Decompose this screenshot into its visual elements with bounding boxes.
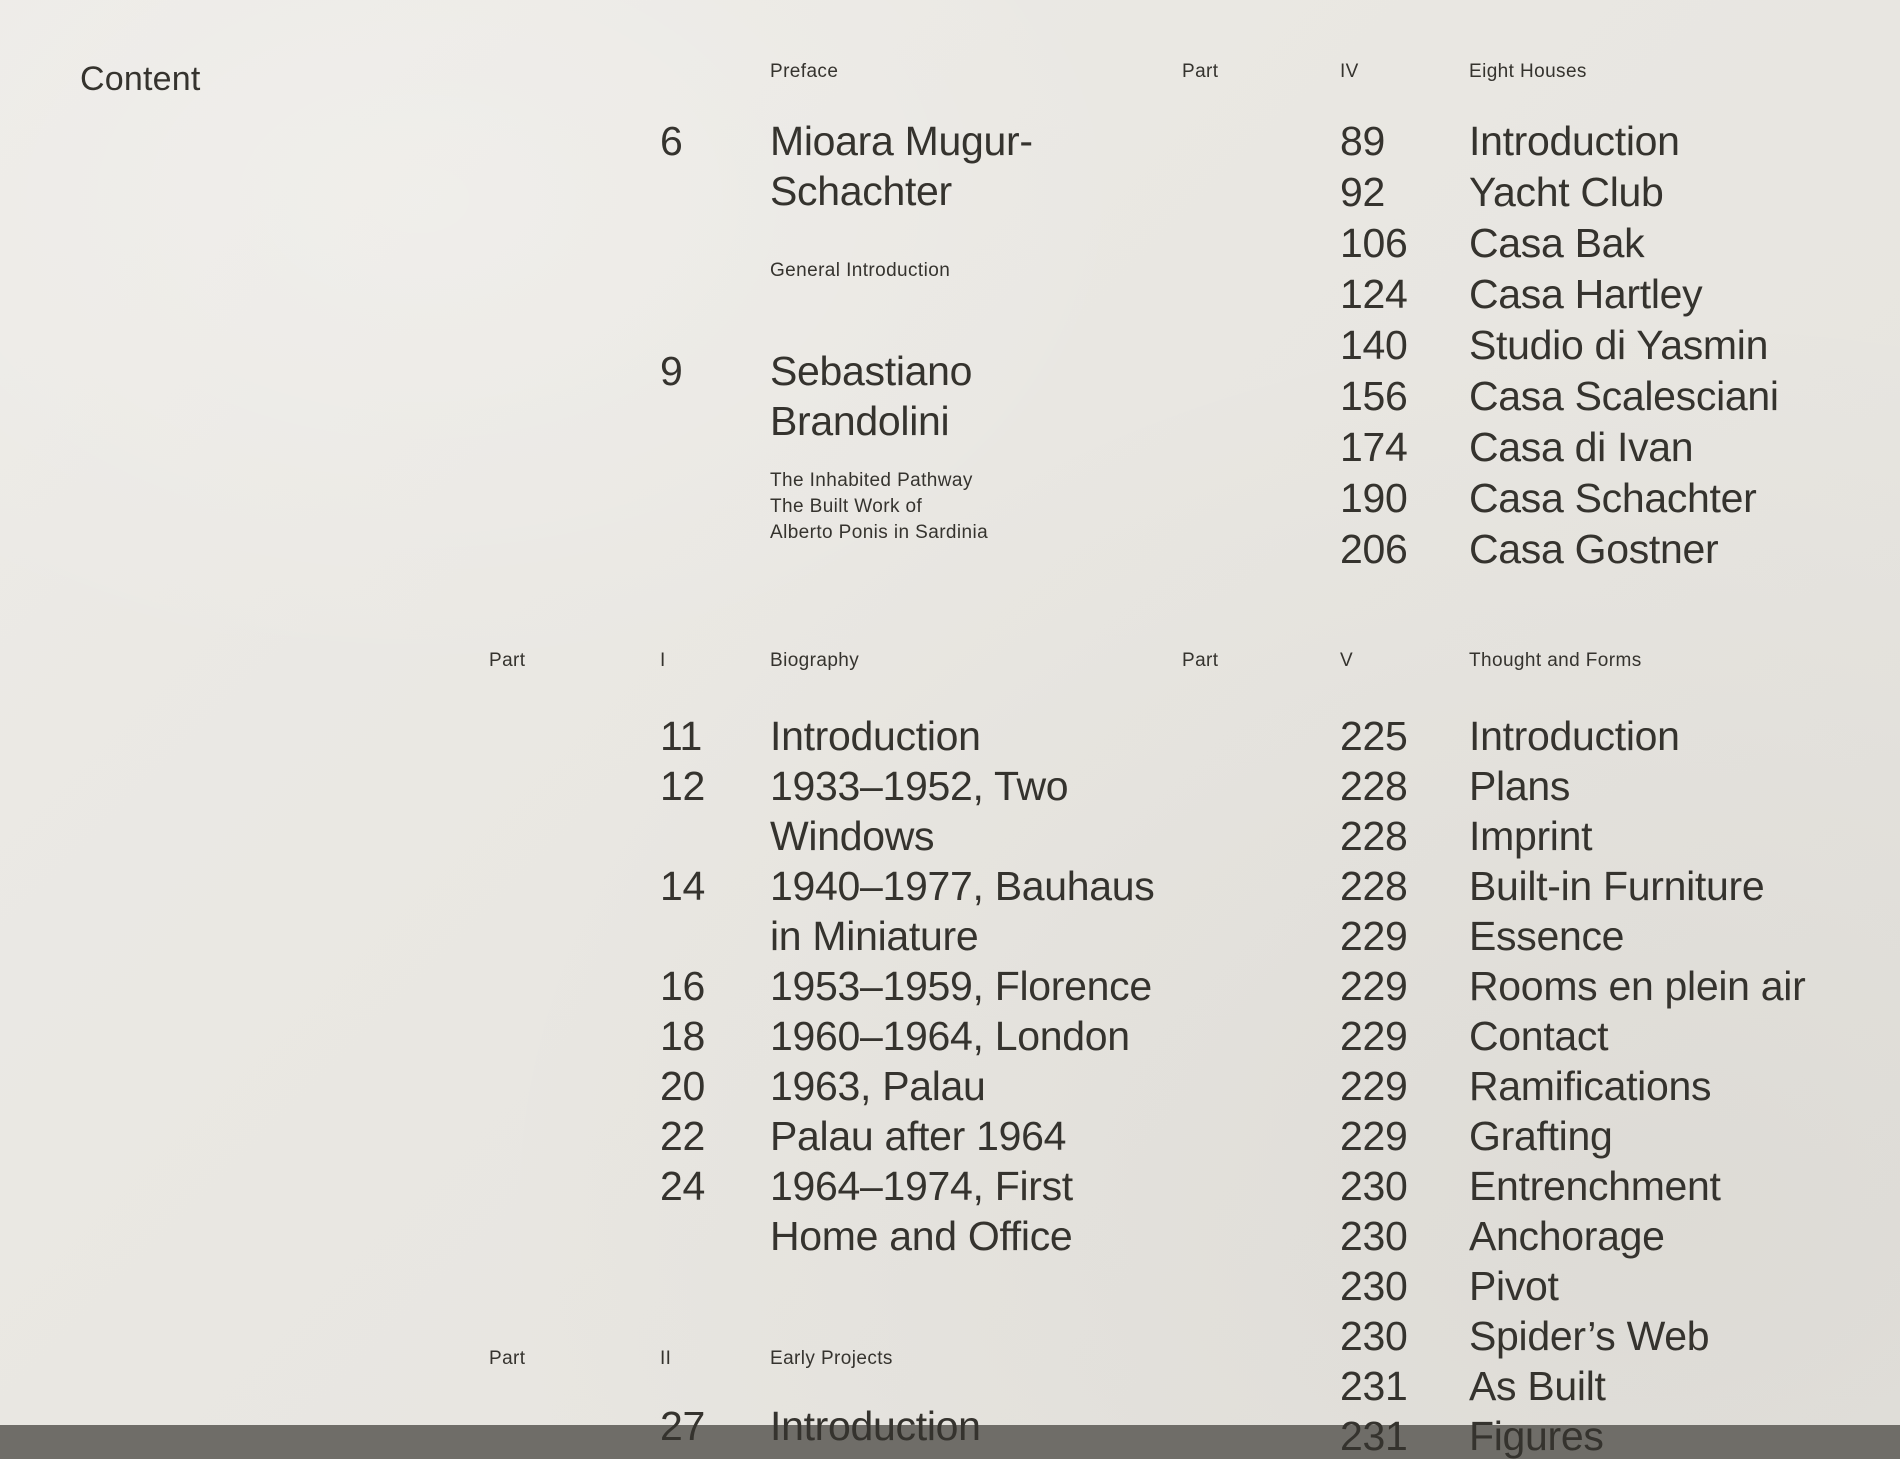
toc-entry-note: The Inhabited Pathway	[770, 470, 973, 491]
toc-page-number: 16	[660, 963, 706, 1009]
toc-page-number: 225	[1340, 713, 1408, 759]
toc-entry-line: Grafting	[1469, 1113, 1613, 1159]
toc-entry-line: Entrenchment	[1469, 1163, 1721, 1209]
toc-entry-line: 1953–1959, Florence	[770, 963, 1152, 1009]
toc-page-number: 229	[1340, 963, 1408, 1009]
toc-section-title: Biography	[770, 650, 860, 671]
toc-entry-line: Palau after 1964	[770, 1113, 1067, 1159]
toc-entry-line: Yacht Club	[1469, 169, 1664, 215]
toc-entry-line: Imprint	[1469, 813, 1593, 859]
toc-entry-line: 1933–1952, Two	[770, 763, 1069, 809]
toc-section-title: Eight Houses	[1469, 61, 1587, 82]
toc-page-number: 230	[1340, 1263, 1408, 1309]
toc-entry-line: Introduction	[770, 713, 981, 759]
toc-page-number: 190	[1340, 475, 1408, 521]
toc-page-number: 228	[1340, 863, 1408, 909]
toc-entry-line: Windows	[770, 813, 935, 859]
toc-entry-line: Casa di Ivan	[1469, 424, 1694, 470]
toc-entry-line: Pivot	[1469, 1263, 1559, 1309]
toc-part-numeral: V	[1340, 650, 1354, 671]
toc-sublabel: General Introduction	[770, 260, 951, 281]
toc-entry-line: 1964–1974, First	[770, 1163, 1073, 1209]
toc-page-number: 206	[1340, 526, 1408, 572]
toc-page-number: 229	[1340, 1013, 1408, 1059]
toc-page-number: 106	[1340, 220, 1408, 266]
toc-entry-note: Alberto Ponis in Sardinia	[770, 522, 989, 543]
toc-section-title: Early Projects	[770, 1348, 893, 1369]
toc-page-number: 230	[1340, 1163, 1408, 1209]
toc-page-number: 229	[1340, 913, 1408, 959]
toc-entry-line: Casa Schachter	[1469, 475, 1757, 521]
toc-page-number: 12	[660, 763, 706, 809]
toc-entry-line: Home and Office	[770, 1213, 1073, 1259]
toc-part-label: Part	[489, 650, 526, 671]
toc-entry-line: Introduction	[1469, 713, 1680, 759]
toc-entry-line: Studio di Yasmin	[1469, 322, 1769, 368]
toc-part-numeral: IV	[1340, 61, 1359, 82]
toc-entry-line: in Miniature	[770, 913, 979, 959]
toc-page-number: 231	[1340, 1413, 1408, 1459]
toc-page-number: 14	[660, 863, 706, 909]
toc-entry-line: Introduction	[770, 1403, 981, 1449]
toc-entry-line: Mioara Mugur-	[770, 118, 1033, 164]
toc-entry-line: Sebastiano	[770, 348, 973, 394]
toc-page-number: 92	[1340, 169, 1386, 215]
toc-entry-line: Rooms en plein air	[1469, 963, 1806, 1009]
toc-page-number: 22	[660, 1113, 706, 1159]
page-title: Content	[80, 60, 201, 98]
toc-page-number: 228	[1340, 813, 1408, 859]
toc-entry-line: Schachter	[770, 168, 952, 214]
toc-part-label: Part	[1182, 61, 1219, 82]
toc-page-number: 229	[1340, 1063, 1408, 1109]
toc-page-number: 230	[1340, 1313, 1408, 1359]
toc-page-number: 229	[1340, 1113, 1408, 1159]
toc-entry-line: Built-in Furniture	[1469, 863, 1765, 909]
toc-entry-note: The Built Work of	[770, 496, 923, 517]
toc-section-title: Thought and Forms	[1469, 650, 1642, 671]
toc-entry-line: Spider’s Web	[1469, 1313, 1710, 1359]
toc-entry-line: 1960–1964, London	[770, 1013, 1130, 1059]
toc-part-numeral: II	[660, 1348, 672, 1369]
toc-page-number: 18	[660, 1013, 706, 1059]
toc-page-number: 24	[660, 1163, 706, 1209]
toc-entry-line: Introduction	[1469, 118, 1680, 164]
toc-entry-line: Essence	[1469, 913, 1625, 959]
toc-page-number: 230	[1340, 1213, 1408, 1259]
toc-page-number: 89	[1340, 118, 1386, 164]
toc-page-number: 27	[660, 1403, 706, 1449]
toc-page-number: 156	[1340, 373, 1408, 419]
toc-entry-line: Anchorage	[1469, 1213, 1665, 1259]
toc-section-title: Preface	[770, 61, 839, 82]
toc-entry-line: Contact	[1469, 1013, 1609, 1059]
toc-entry-line: 1940–1977, Bauhaus	[770, 863, 1155, 909]
toc-page-number: 231	[1340, 1363, 1408, 1409]
toc-entry-line: Brandolini	[770, 398, 950, 444]
toc-entry-line: Casa Hartley	[1469, 271, 1703, 317]
toc-entry-line: Plans	[1469, 763, 1571, 809]
toc-entry-line: Casa Scalesciani	[1469, 373, 1779, 419]
toc-part-numeral: I	[660, 650, 666, 671]
toc-page-number: 9	[660, 348, 683, 394]
toc-page-number: 174	[1340, 424, 1408, 470]
toc-entry-line: 1963, Palau	[770, 1063, 986, 1109]
toc-entry-line: Casa Gostner	[1469, 526, 1719, 572]
toc-entry-line: Casa Bak	[1469, 220, 1645, 266]
toc-entry-line: As Built	[1469, 1363, 1606, 1409]
toc-part-label: Part	[489, 1348, 526, 1369]
toc-page-number: 11	[660, 713, 702, 759]
toc-page-number: 6	[660, 118, 683, 164]
toc-entry-line: Figures	[1469, 1413, 1604, 1459]
toc-entry-line: Ramifications	[1469, 1063, 1712, 1109]
toc-part-label: Part	[1182, 650, 1219, 671]
toc-page-number: 228	[1340, 763, 1408, 809]
toc-page-number: 124	[1340, 271, 1408, 317]
toc-page-number: 20	[660, 1063, 706, 1109]
toc-page-number: 140	[1340, 322, 1408, 368]
